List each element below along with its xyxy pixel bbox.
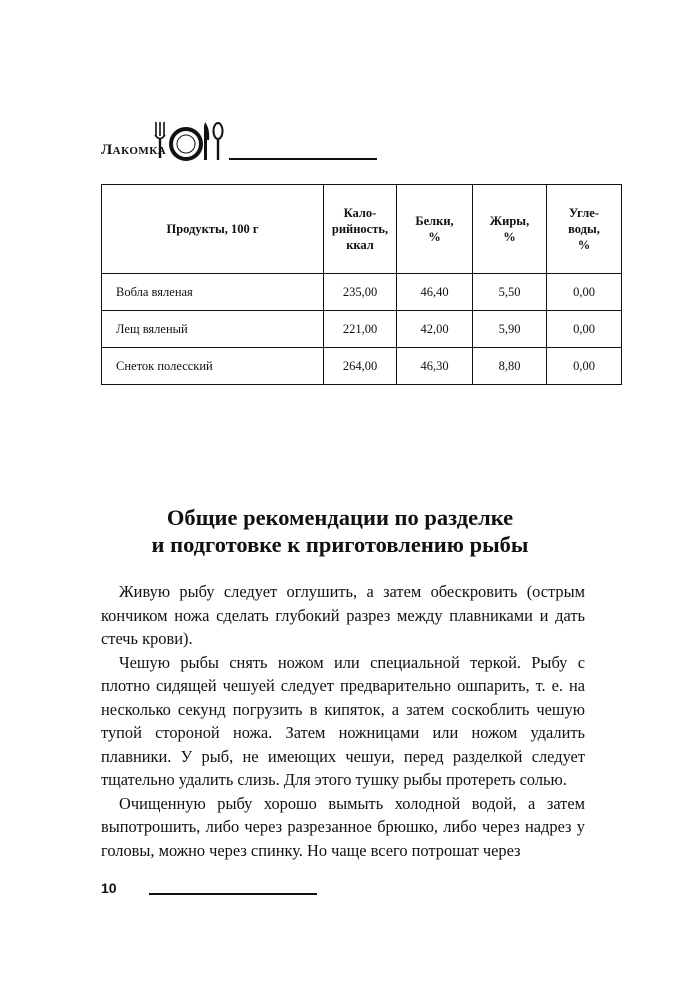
section-title-line1: Общие рекомендации по разделке bbox=[166, 505, 514, 530]
running-header bbox=[101, 118, 281, 164]
cell-carbs: 0,00 bbox=[547, 348, 622, 385]
cell-protein: 46,40 bbox=[397, 274, 473, 311]
page-number: 10 bbox=[101, 880, 117, 896]
header-products: Продукты, 100 г bbox=[102, 185, 324, 274]
nutrition-table bbox=[101, 184, 622, 385]
header-carbs: Угле- воды, % bbox=[547, 185, 622, 274]
paragraph: Очищенную рыбу хорошо вымыть холодной водой, а затем выпотрошить, либо через разрезанное брюшко, либо через надрез у головы, можно через спинку. Но чаще всего потрошат через bbox=[101, 793, 585, 860]
cell-carbs: 0,00 bbox=[547, 311, 622, 348]
header-rule bbox=[229, 158, 377, 160]
table-row bbox=[102, 348, 622, 385]
footer-rule bbox=[149, 893, 317, 895]
cell-protein: 46,30 bbox=[397, 348, 473, 385]
brand-title: Лакомка bbox=[101, 142, 167, 158]
table-header-row bbox=[102, 185, 622, 274]
paragraph: Чешую рыбы снять ножом или специальной теркой. Рыбу с плотно сидящей чешуей следует предварительно ошпарить, т. е. на несколько секунд погрузить в кипяток, а затем соскоблить чешую тупой стороной ножа. Затем ножницами или ножом удалить плавники. У рыб, не имеющих чешуи, перед разделкой следует тщательно удалить слизь. Для этого тушку рыбы протереть солью. bbox=[101, 652, 585, 789]
section-title-line2: и подготовке к приготовлению рыбы bbox=[151, 532, 529, 557]
cell-fat: 5,90 bbox=[473, 311, 547, 348]
header-calories: Кало- рийность, ккал bbox=[324, 185, 397, 274]
header-fat: Жиры, % bbox=[473, 185, 547, 274]
cell-product: Лещ вяленый bbox=[102, 311, 324, 348]
table-row bbox=[102, 274, 622, 311]
cell-product: Вобла вяленая bbox=[102, 274, 324, 311]
body-text bbox=[101, 580, 585, 862]
cutlery-plate-icon bbox=[152, 118, 228, 162]
cell-fat: 5,50 bbox=[473, 274, 547, 311]
cell-carbs: 0,00 bbox=[547, 274, 622, 311]
cell-calories: 264,00 bbox=[324, 348, 397, 385]
cell-protein: 42,00 bbox=[397, 311, 473, 348]
paragraph: Живую рыбу следует оглушить, а затем обескровить (острым кончиком ножа сделать глубокий разрез между плавниками и дать стечь крови). bbox=[101, 582, 585, 648]
table-row bbox=[102, 311, 622, 348]
cell-calories: 221,00 bbox=[324, 311, 397, 348]
header-protein: Белки, % bbox=[397, 185, 473, 274]
cell-fat: 8,80 bbox=[473, 348, 547, 385]
section-title bbox=[90, 504, 590, 558]
cell-calories: 235,00 bbox=[324, 274, 397, 311]
cell-product: Снеток полесский bbox=[102, 348, 324, 385]
